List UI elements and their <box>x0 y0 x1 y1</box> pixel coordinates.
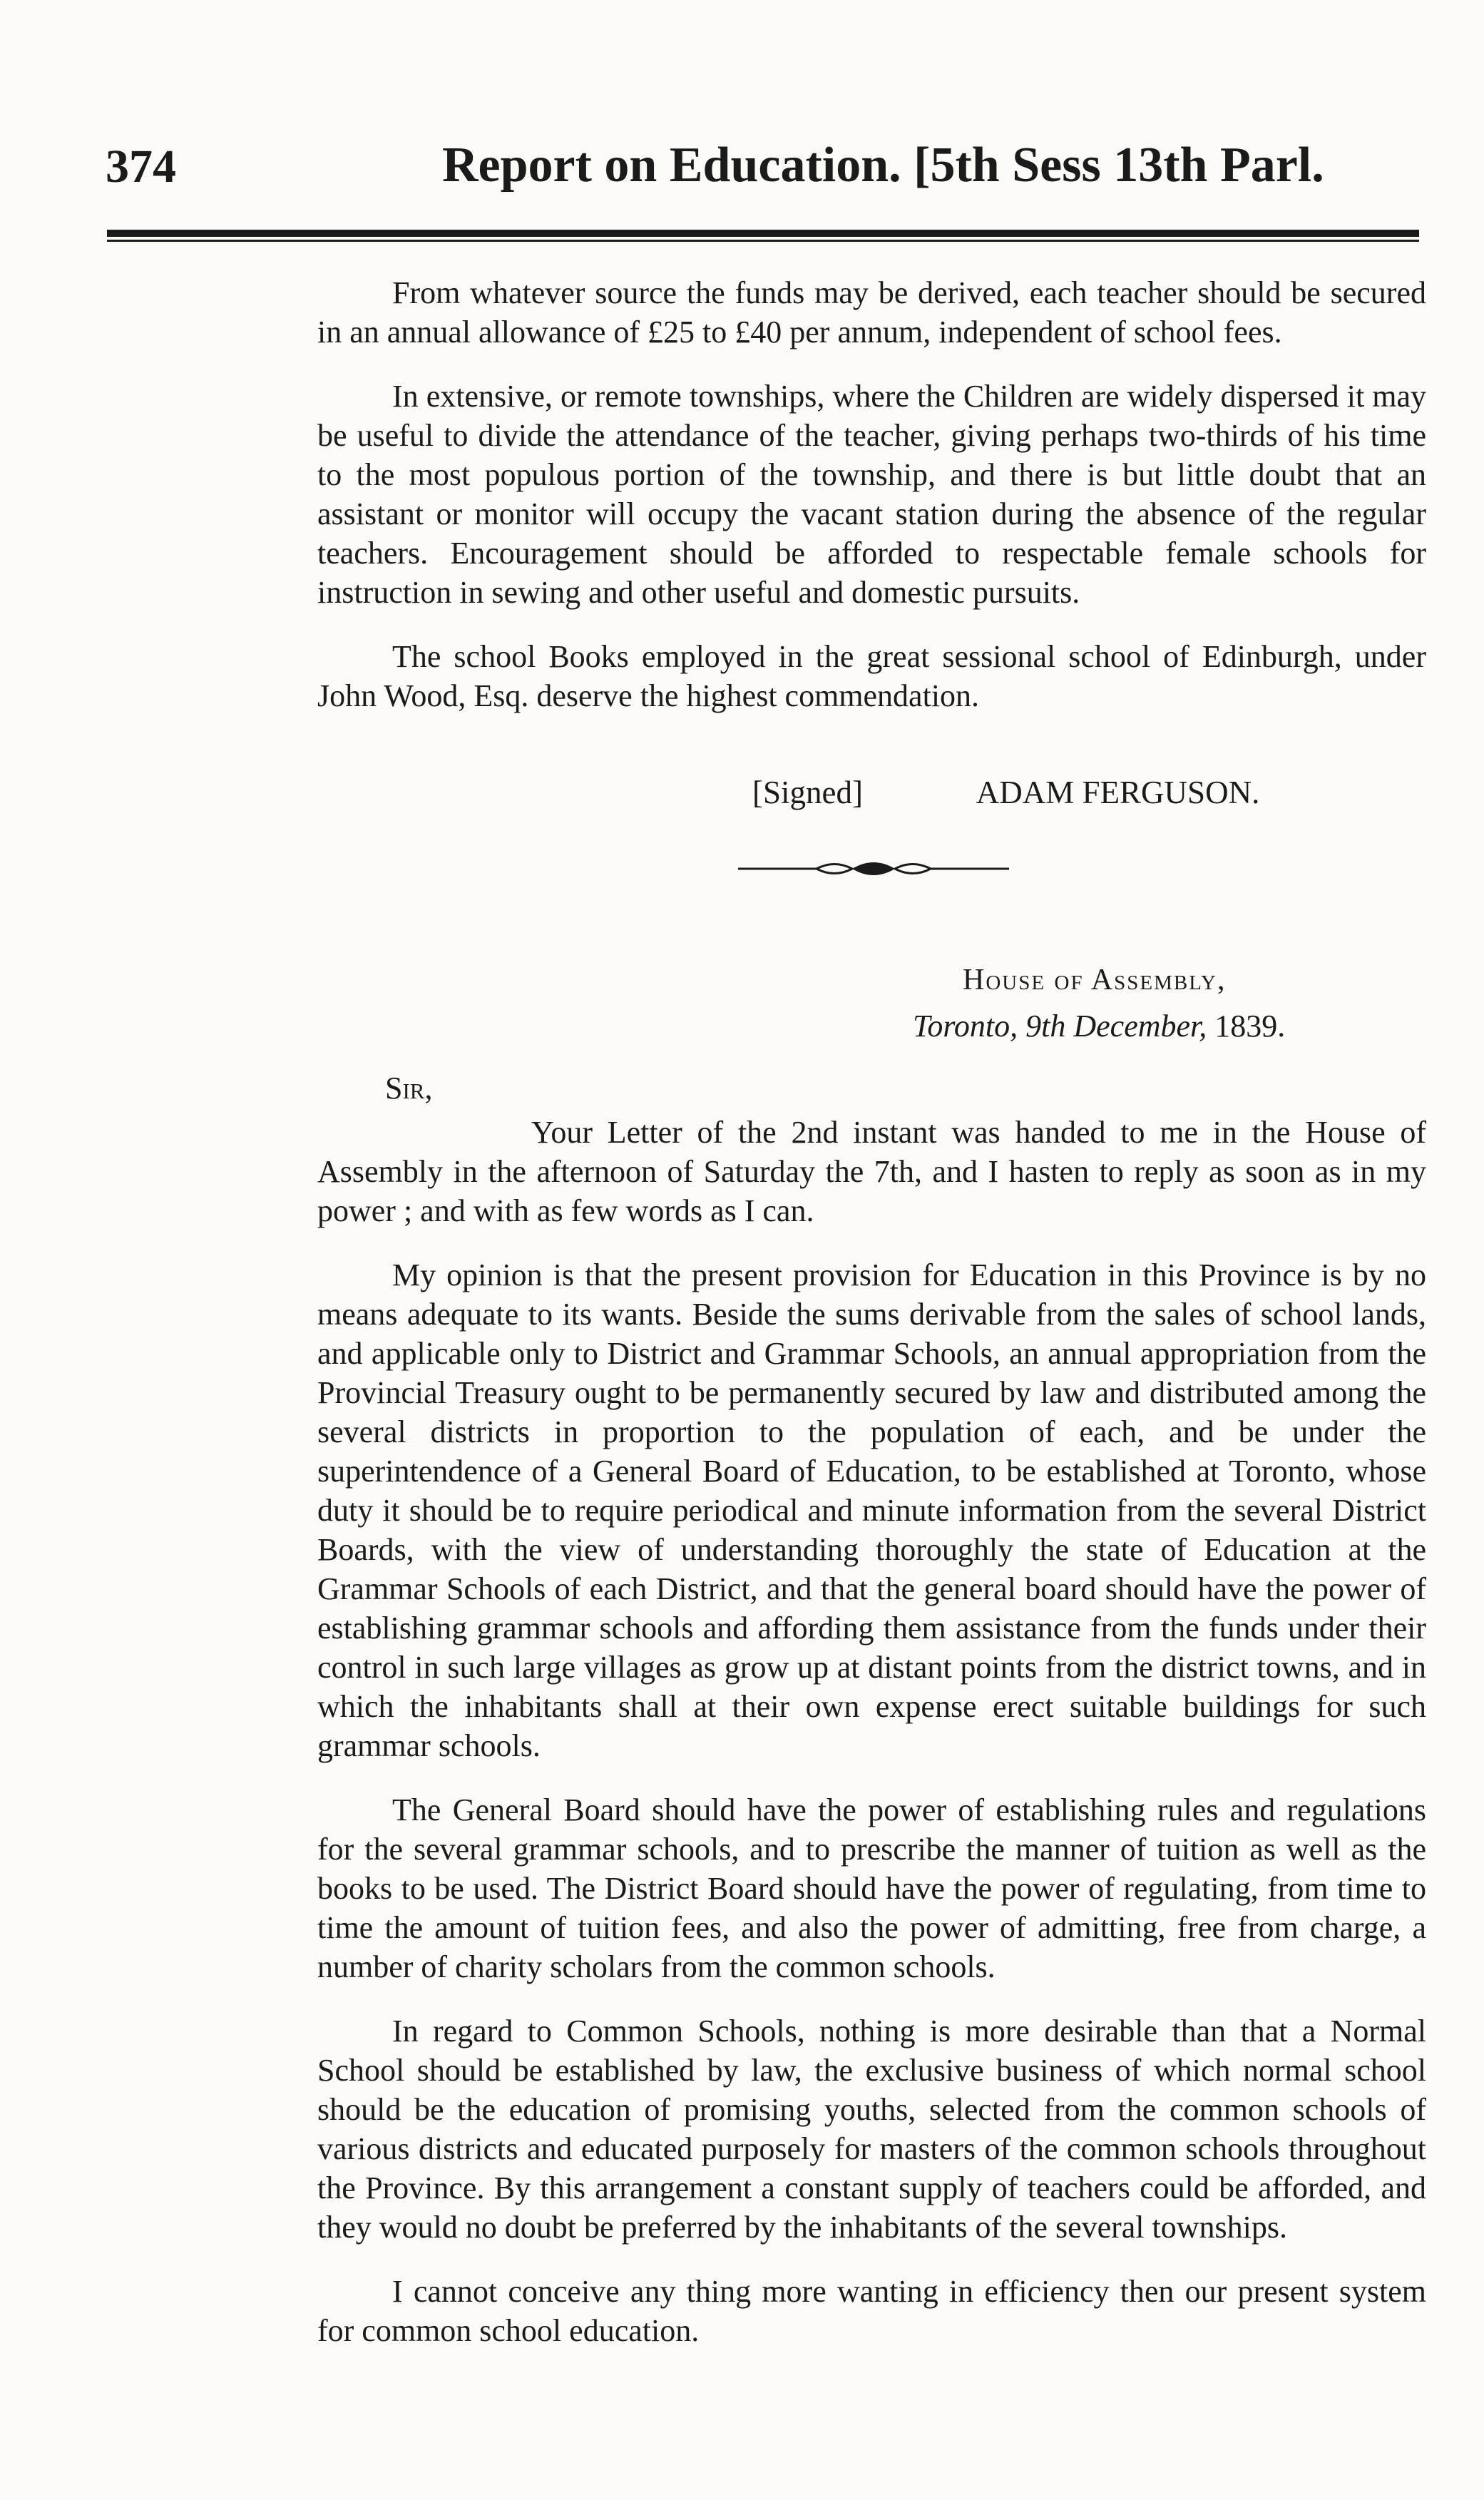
address-place: Toronto, 9th December, <box>913 1009 1207 1044</box>
paragraph: The General Board should have the power of establishing rules and regulations for the several grammar schools, and to prescribe the manner of tuition as well as the books to be used. The District Board should have the power of regulating, from time to time the amount of tuition fees, and also the power of admitting, free from charge, a number of charity scholars from the common schools. <box>317 1792 1426 1984</box>
running-head: Report on Education. [5th Sess 13th Parl. <box>442 138 1324 193</box>
paragraph: The school Books employed in the great sessional school of Edinburgh, under John Wood, Esq. deserve the highest commendation. <box>317 639 1426 713</box>
ornament-divider <box>738 856 1009 882</box>
paragraph: In regard to Common Schools, nothing is more desirable than that a Normal School should be established by law, the exclusive business of which normal school should be the education of promising youths, selected from the common schools of various districts and educated purposely for masters of the common schools throughout the Province. By this arrangement a constant supply of teachers could be afforded, and they would no doubt be preferred by the inhabitants of the several townships. <box>317 2014 1426 2245</box>
salutation: Sir, <box>385 1071 433 1106</box>
page-number: 374 <box>106 141 176 193</box>
address-place-date <box>913 1008 1285 1044</box>
letter1-body <box>317 273 1426 715</box>
header-rule-thin <box>107 240 1419 242</box>
paragraph: My opinion is that the present provision for Education in this Province is by no means adequate to its wants. Beside the sums derivable from the sales of school lands, and applicable only to District and Grammar Schools, an annual appropriation from the Provincial Treasury ought to be permanently secured by law and distributed among the several districts in proportion to the population of each, and be under the superintendence of a General Board of Education, to be established at Toronto, whose duty it should be to require periodical and minute information from the several District Boards, with the view of understanding thoroughly the state of Education at the Grammar Schools of each District, and that the general board should have the power of establishing grammar schools and affording them assistance from the funds under their control in such large villages as grow up at distant points from the district towns, and in which the inhabitants shall at their own expense erect suitable buildings for such grammar schools. <box>317 1257 1426 1763</box>
signature-line <box>752 774 1259 811</box>
address-house: House of Assembly, <box>963 964 1227 996</box>
paragraph: Your Letter of the 2nd instant was handed to me in the House of Assembly in the afternoon of Saturday the 7th, and I hasten to reply as soon as in my power ; and with as few words as I can. <box>317 1115 1426 1228</box>
header-rule-thick <box>107 230 1419 237</box>
paragraph: In extensive, or remote townships, where the Children are widely dispersed it may be useful to divide the attendance of the teacher, giving perhaps two-thirds of his time to the most populous portion of the township, and there is but little doubt that an assistant or monitor will occupy the vacant station during the absence of the regular teachers. Encouragement should be afforded to respectable female schools for instruction in sewing and other useful and domestic pursuits. <box>317 379 1426 610</box>
letter2-body <box>317 1113 1426 2350</box>
signed-marker: [Signed] <box>752 775 863 810</box>
address-year: 1839. <box>1214 1009 1286 1044</box>
paragraph: From whatever source the funds may be derived, each teacher should be secured in an annual allowance of £25 to £40 per annum, independent of school fees. <box>317 275 1426 350</box>
signatory-name: ADAM FERGUSON. <box>976 775 1260 810</box>
paragraph: I cannot conceive any thing more wanting in efficiency then our present system for common school education. <box>317 2274 1426 2348</box>
